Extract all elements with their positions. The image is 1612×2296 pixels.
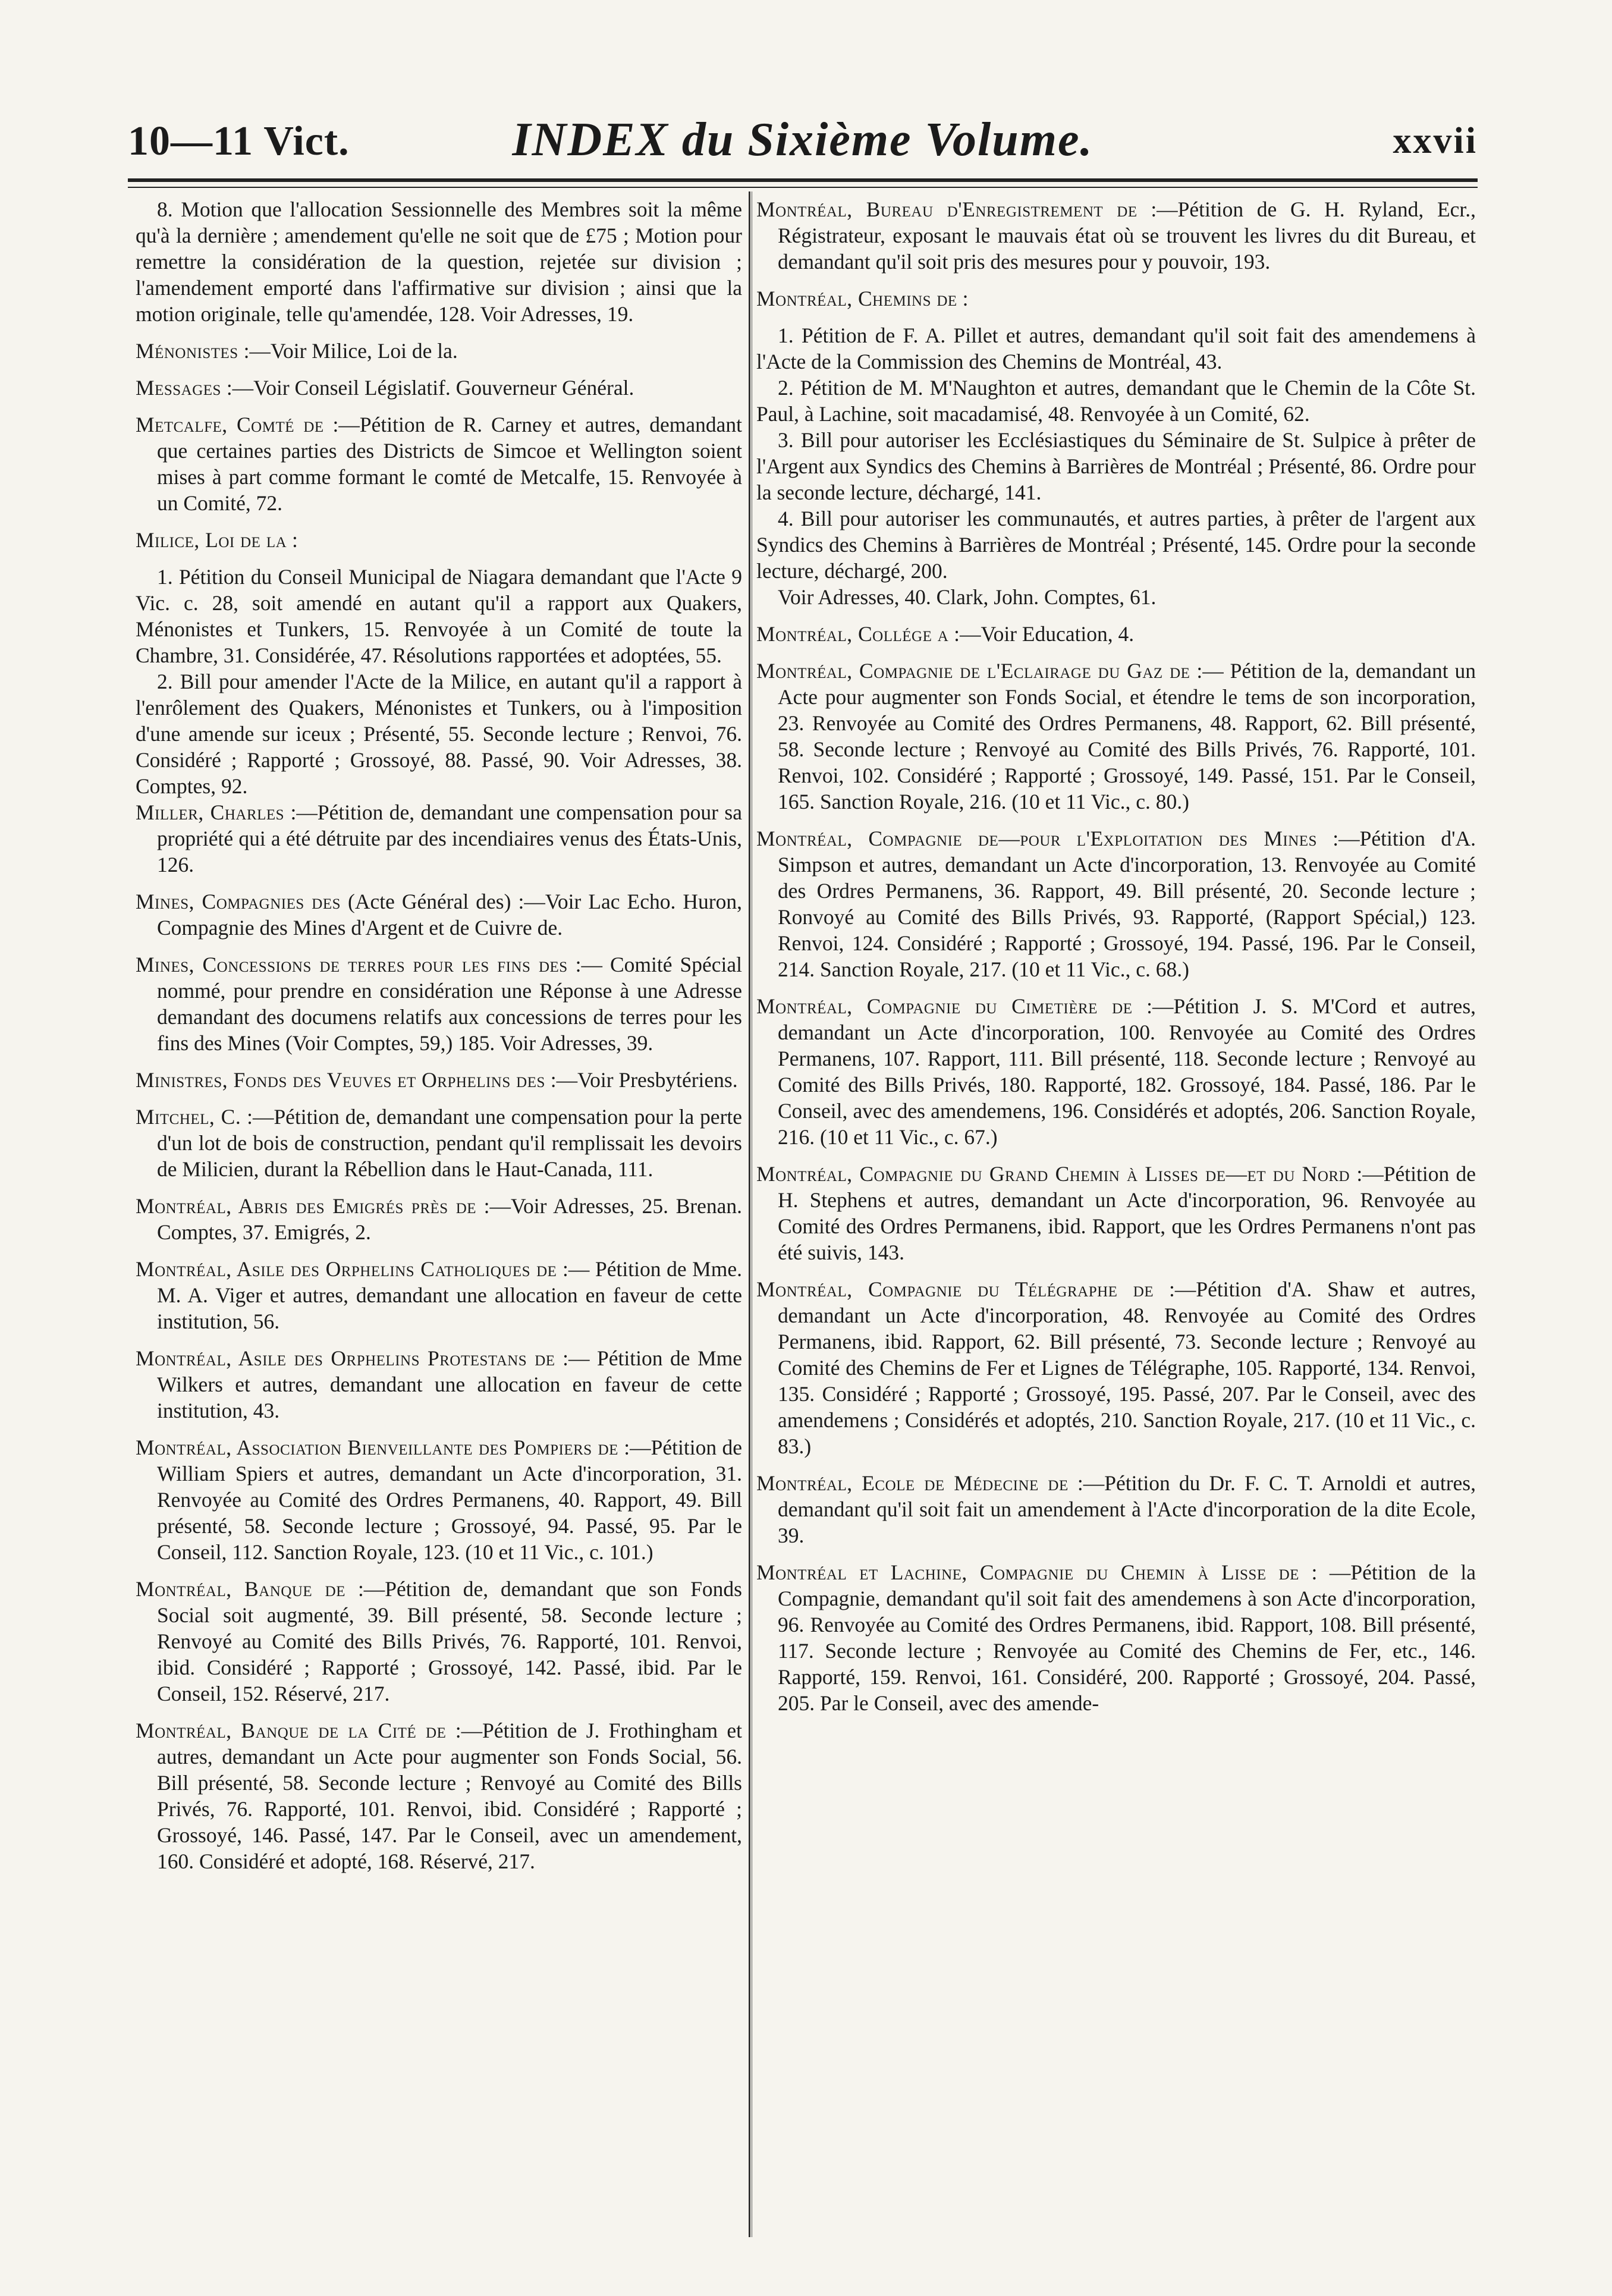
entry-text: :—Pétition du Dr. F. C. T. Arnoldi et autres, demandant qu'il soit fait un amendement à l'Acte d'incorporation de la dite Ecole, 39. <box>778 1471 1476 1547</box>
entry-heading: Ménonistes <box>136 339 238 363</box>
index-entry <box>136 1193 742 1245</box>
index-entry <box>136 888 742 941</box>
header-regnal-years: 10—11 Vict. <box>128 118 350 164</box>
entry-heading: Miller, Charles <box>136 800 285 824</box>
index-entry <box>756 993 1476 1150</box>
sub-entry: 1. Pétition du Conseil Municipal de Niagara demandant que l'Acte 9 Vic. c. 28, soit amendé en autant qu'il a rapport aux Quakers, Ménonistes et Tunkers, 15. Renvoyée à un Comité de toute la Chambre, 31. Considérée, 47. Résolutions rapportées et adoptées, 55. <box>136 565 742 667</box>
entry-heading: Montréal, Compagnie de—pour l'Exploitation des Mines <box>756 827 1317 850</box>
sub-entry: 2. Bill pour amender l'Acte de la Milice, en autant qu'il a rapport à l'enrôlement des Quakers, Ménonistes et Tunkers, ou à l'imposition d'une amende sur iceux ; Présenté, 55. Seconde lecture ; Renvoi, 76. Considéré ; Rapporté ; Grossoyé, 88. Passé, 90. Voir Adresses, 38. Comptes, 92. <box>136 670 742 798</box>
entry-heading: Montréal, Ecole de Médecine de <box>756 1471 1069 1495</box>
entry-text: : —Pétition de la Compagnie, demandant qu'il soit fait des amendemens à son Acte d'incorporation, 96. Renvoyée au Comité des Ordres Permanens, ibid. Rapport, 108. Bill présenté, 117. Seconde lecture ; Renvoyée au Comité des Chemins de Fer, etc., 146. Rapporté, 159. Renvoi, 161. Considéré, 200. Rapporté ; Grossoyé, 204. Passé, 205. Par le Conseil, avec des amende- <box>778 1560 1476 1715</box>
entry-heading: Montréal et Lachine, Compagnie du Chemin à Lisse de <box>756 1560 1299 1584</box>
entry-text: :—Pétition d'A. Shaw et autres, demandant un Acte d'incorporation, 48. Renvoyée au Comité des Ordres Permanens, ibid. Rapport, 62. Bill présenté, 73. Seconde lecture ; Renvoyé au Comité des Chemins de Fer et Lignes de Télégraphe, 105. Rapporté, 134. Renvoi, 135. Considéré ; Rapporté ; Grossoyé, 195. Passé, 207. Par le Conseil, avec des amendemens ; Considérés et adoptés, 210. Sanction Royale, 217. (10 et 11 Vic., c. 83.) <box>778 1277 1476 1458</box>
entry-heading: Montréal, Bureau d'Enregistrement de <box>756 197 1137 221</box>
left-column <box>136 196 742 2242</box>
entry-text: :—Voir Adresses, 25. Brenan. Comptes, 37. Emigrés, 2. <box>157 1194 742 1244</box>
entry-heading: Montréal, Compagnie du Grand Chemin à Lisses de—et du Nord <box>756 1162 1350 1186</box>
index-entry <box>136 412 742 516</box>
entry-text: :—Voir Conseil Législatif. Gouverneur Général. <box>226 376 634 400</box>
header-page-number: xxvii <box>1393 121 1478 161</box>
entry-heading: Montréal, Banque de la Cité de <box>136 1719 447 1742</box>
index-entry <box>756 825 1476 982</box>
entry-heading: Montréal, Compagnie de l'Eclairage du Gaz de <box>756 659 1190 683</box>
entry-text: :—Pétition de, demandant une compensation pour sa propriété qui a été détruite par des incendiaires venus des États-Unis, 126. <box>157 800 742 877</box>
index-entry <box>136 527 742 553</box>
page-header <box>128 113 1478 178</box>
right-column <box>756 196 1476 2242</box>
index-entry <box>136 1434 742 1565</box>
entry-heading: Mines, Compagnies des <box>136 890 341 913</box>
entry-heading: Milice, Loi de la <box>136 528 287 552</box>
entry-heading: Montréal, Collége a <box>756 622 949 646</box>
index-entry <box>756 1276 1476 1459</box>
entry-text: :—Pétition de, demandant une compensation pour la perte d'un lot de bois de construction, pendant qu'il remplissait les devoirs de Milicien, durant la Rébellion dans le Haut-Canada, 111. <box>157 1105 742 1181</box>
entry-heading: Montréal, Compagnie du Télégraphe de <box>756 1277 1154 1301</box>
index-entry <box>756 1161 1476 1265</box>
entry-text: :—Pétition de J. Frothingham et autres, demandant un Acte pour augmenter son Fonds Social, 56. Bill présenté, 58. Seconde lecture ; Renvoyé au Comité des Bills Privés, 76. Rapporté, 101. Renvoi, ibid. Considéré ; Rapporté ; Grossoyé, 146. Passé, 147. Par le Conseil, avec un amendement, 160. Considéré et adopté, 168. Réservé, 217. <box>157 1719 742 1873</box>
sub-entry: 4. Bill pour autoriser les communautés, et autres parties, à prêter de l'argent aux Syndics des Chemins à Barrières de Montréal ; Présenté, 145. Ordre pour la seconde lecture, déchargé, 200. <box>756 507 1476 583</box>
entry-heading: Messages <box>136 376 221 400</box>
index-entry <box>756 1559 1476 1716</box>
index-entry <box>756 658 1476 815</box>
entry-heading: Mines, Concessions de terres pour les fins des <box>136 953 568 976</box>
entry-text: : <box>962 287 969 310</box>
sub-entry: 2. Pétition de M. M'Naughton et autres, demandant que le Chemin de la Côte St. Paul, à Lachine, soit macadamisé, 48. Renvoyée à un Comité, 62. <box>756 376 1476 426</box>
index-entry <box>756 285 1476 312</box>
entry-heading: Montréal, Chemins de <box>756 287 957 310</box>
index-entry <box>136 338 742 364</box>
entry-text: :—Voir Milice, Loi de la. <box>243 339 458 363</box>
index-entry <box>136 375 742 401</box>
index-entry <box>136 1345 742 1424</box>
entry-heading: Montréal, Asile des Orphelins Catholiques de <box>136 1257 557 1281</box>
entry-heading: Montréal, Compagnie du Cimetière de <box>756 994 1133 1018</box>
entry-text: :—Pétition J. S. M'Cord et autres, demandant un Acte d'incorporation, 100. Renvoyée au Comité des Ordres Permanens, 107. Rapport, 111. Bill présenté, 118. Seconde lecture ; Renvoyé au Comité des Bills Privés, 180. Rapporté, 182. Grossoyé, 184. Passé, 186. Par le Conseil, avec des amendemens, 196. Considérés et adoptés, 206. Sanction Royale, 216. (10 et 11 Vic., c. 67.) <box>778 994 1476 1149</box>
entry-heading: Metcalfe, Comté de <box>136 413 324 436</box>
index-entry <box>136 1067 742 1093</box>
entry-text: :— Pétition de Mme Wilkers et autres, demandant une allocation en faveur de cette institution, 43. <box>157 1346 742 1422</box>
entry-heading: Ministres, Fonds des Veuves et Orphelins des <box>136 1068 545 1092</box>
entry-text: :—Voir Presbytériens. <box>550 1068 738 1092</box>
index-entry <box>756 621 1476 647</box>
index-entry <box>136 799 742 878</box>
entry-heading: Montréal, Abris des Emigrés près de <box>136 1194 477 1218</box>
entry-text: :— Pétition de la, demandant un Acte pour augmenter son Fonds Social, et étendre le tems de son incorporation, 23. Renvoyée au Comité des Ordres Permanens, 48. Rapport, 62. Bill présenté, 58. Seconde lecture ; Renvoyé au Comité des Bills Privés, 76. Rapporté, 101. Renvoi, 102. Considéré ; Rapporté ; Grossoyé, 149. Passé, 151. Par le Conseil, 165. Sanction Royale, 216. (10 et 11 Vic., c. 80.) <box>778 659 1476 814</box>
entry-text: :— Pétition de Mme. M. A. Viger et autres, demandant une allocation en faveur de cette institution, 56. <box>157 1257 742 1333</box>
entry-text: :—Pétition de H. Stephens et autres, demandant un Acte d'incorporation, 96. Renvoyée au Comité des Ordres Permanens, ibid. Rapport, que les Ordres Permanens n'ont pas été suivis, 143. <box>778 1162 1476 1264</box>
column-divider <box>749 191 750 2237</box>
entry-text: : <box>292 528 298 552</box>
entry-text: (Acte Général des) :—Voir Lac Echo. Huron, Compagnie des Mines d'Argent et de Cuivre de. <box>157 890 742 940</box>
entry-heading: Mitchel, C. <box>136 1105 241 1129</box>
entry-text: :— Comité Spécial nommé, pour prendre en considération une Réponse à une Adresse demandant des documens relatifs aux concessions de terres pour les fins des Mines (Voir Comptes, 59,) 185. Voir Adresses, 39. <box>157 953 742 1055</box>
entry-heading: Montréal, Asile des Orphelins Protestans de <box>136 1346 555 1370</box>
entry-text: :—Pétition de, demandant que son Fonds Social soit augmenté, 39. Bill présenté, 58. Seconde lecture ; Renvoyé au Comité des Bills Privés, 76. Rapporté, 101. Renvoi, ibid. Considéré ; Rapporté ; Grossoyé, 142. Passé, ibid. Par le Conseil, 152. Réservé, 217. <box>157 1577 742 1705</box>
index-entry <box>136 1104 742 1182</box>
index-entry <box>136 1717 742 1874</box>
sub-entry: 3. Bill pour autoriser les Ecclésiastiques du Séminaire de St. Sulpice à prêter de l'Argent aux Syndics des Chemins à Barrières de Montréal ; Présenté, 86. Ordre pour la seconde lecture, déchargé, 141. <box>756 428 1476 504</box>
entry-text: :—Pétition d'A. Simpson et autres, demandant un Acte d'incorporation, 13. Renvoyée au Comité des Ordres Permanens, 36. Rapport, 49. Bill présenté, 20. Seconde lecture ; Ronvoyé au Comité des Bills Privés, 93. Rapporté, (Rapport Spécial,) 123. Renvoi, 124. Considéré ; Rapporté ; Grossoyé, 194. Passé, 196. Par le Conseil, 214. Sanction Royale, 217. (10 et 11 Vic., c. 68.) <box>778 827 1476 981</box>
index-entry <box>756 196 1476 275</box>
entry-text: :—Voir Education, 4. <box>954 622 1135 646</box>
sub-entry: 1. Pétition de F. A. Pillet et autres, demandant qu'il soit fait des amendemens à l'Acte de la Commission des Chemins de Montréal, 43. <box>756 323 1476 373</box>
header-rule-thin <box>128 187 1478 188</box>
header-rule-thick <box>128 178 1478 182</box>
index-entry <box>136 1576 742 1707</box>
entry-text: :—Pétition de R. Carney et autres, demandant que certaines parties des Districts de Simcoe et Wellington soient mises à part comme formant le comté de Metcalfe, 15. Renvoyée à un Comité, 72. <box>157 413 742 515</box>
entry-text: :—Pétition de William Spiers et autres, demandant un Acte d'incorporation, 31. Renvoyée au Comité des Ordres Permanens, 40. Rapport, 49. Bill présenté, 58. Seconde lecture ; Grossoyé, 94. Passé, 95. Par le Conseil, 112. Sanction Royale, 123. (10 et 11 Vic., c. 101.) <box>157 1436 742 1564</box>
entry-heading: Montréal, Association Bienveillante des Pompiers de <box>136 1436 618 1459</box>
entry-text: :—Pétition de G. H. Ryland, Ecr., Régistrateur, exposant le mauvais état où se trouvent les livres du dit Bureau, et demandant qu'il soit pris des mesures pour y pouvoir, 193. <box>778 197 1476 274</box>
entry-heading: Montréal, Banque de <box>136 1577 345 1601</box>
entry-continuation: 8. Motion que l'allocation Sessionnelle des Membres soit la même qu'à la dernière ; amendement qu'elle ne soit que de £75 ; Motion pour remettre la considération de la question, rejetée sur division ; l'amendement emporté dans l'affirmative sur division ; ainsi que la motion originale, telle qu'amendée, 128. Voir Adresses, 19. <box>136 197 742 326</box>
index-entry <box>136 951 742 1056</box>
entry-continuation: Voir Adresses, 40. Clark, John. Comptes, 61. <box>778 585 1157 609</box>
index-entry <box>756 1470 1476 1549</box>
header-title: INDEX du Sixième Volume. <box>512 114 1093 166</box>
index-entry <box>136 1256 742 1334</box>
